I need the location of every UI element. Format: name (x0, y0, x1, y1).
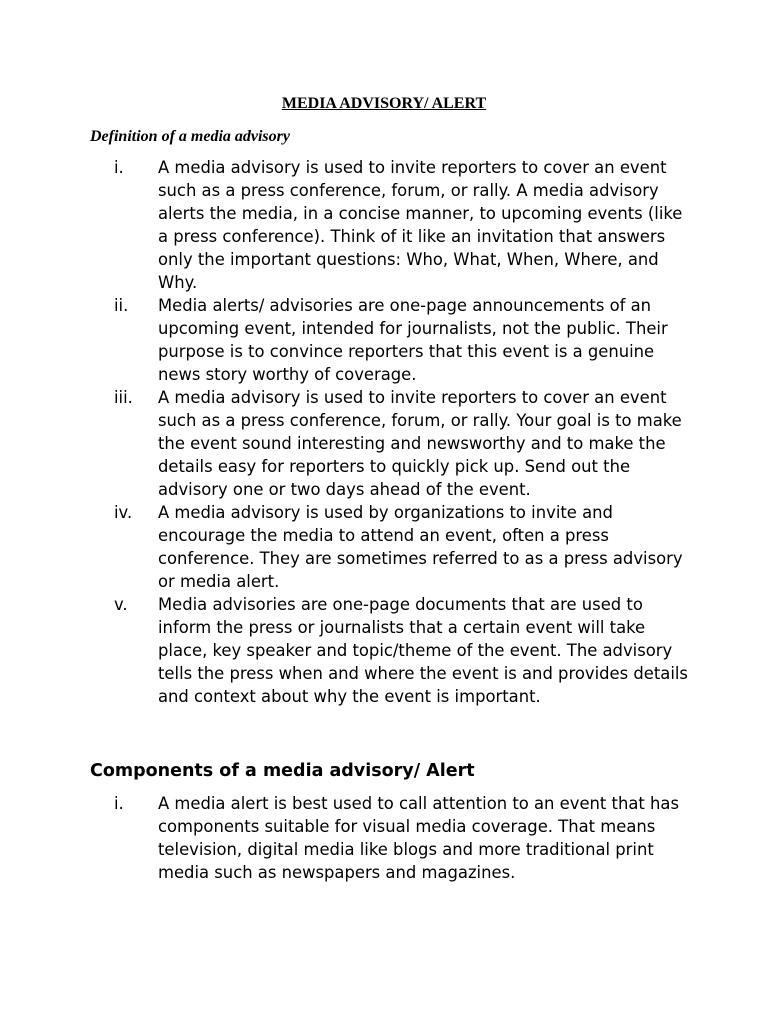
list-item-text: Media alerts/ advisories are one-page announcements of an upcoming event, intended for journalists, not the public. Their purpose is to convince reporters that this event is a genuine news story worthy of coverage. (158, 296, 668, 384)
document-title: MEDIA ADVISORY/ ALERT (281, 95, 487, 112)
list-marker: v. (114, 595, 128, 614)
list-marker: iv. (114, 503, 133, 522)
list-item (90, 501, 690, 593)
list-item-text: Media advisories are one-page documents that are used to inform the press or journalists that a certain event will take place, key speaker and topic/theme of the event. The advisory tells the press when and where the event is and provides details and context about why the event is important. (158, 595, 688, 706)
definition-list (90, 156, 690, 708)
list-item (90, 593, 690, 708)
list-item (90, 792, 690, 884)
list-marker: i. (114, 794, 124, 813)
list-item (90, 156, 690, 294)
list-item (90, 294, 690, 386)
list-item-text: A media advisory is used by organizations to invite and encourage the media to attend an event, often a press conference. They are sometimes referred to as a press advisory or media alert. (158, 503, 683, 591)
list-item-text: A media advisory is used to invite reporters to cover an event such as a press conference, forum, or rally. A media advisory alerts the media, in a concise manner, to upcoming events (like a press conference). Think of it like an invitation that answers only the important questions: Who, What, When, Where, and Why. (158, 158, 683, 292)
list-item-text: A media alert is best used to call attention to an event that has components suitable for visual media coverage. That means television, digital media like blogs and more traditional print media such as newspapers and magazines. (158, 794, 680, 882)
components-list (90, 792, 690, 884)
components-heading: Components of a media advisory/ Alert (90, 761, 475, 781)
list-item-text: A media advisory is used to invite reporters to cover an event such as a press conference, forum, or rally. Your goal is to make the event sound interesting and newsworthy and to make the details easy for reporters to quickly pick up. Send out the advisory one or two days ahead of the event. (158, 388, 682, 499)
list-item (90, 386, 690, 501)
list-marker: i. (114, 158, 124, 177)
list-marker: iii. (114, 388, 133, 407)
list-marker: ii. (114, 296, 129, 315)
definition-heading: Definition of a media advisory (90, 128, 290, 145)
